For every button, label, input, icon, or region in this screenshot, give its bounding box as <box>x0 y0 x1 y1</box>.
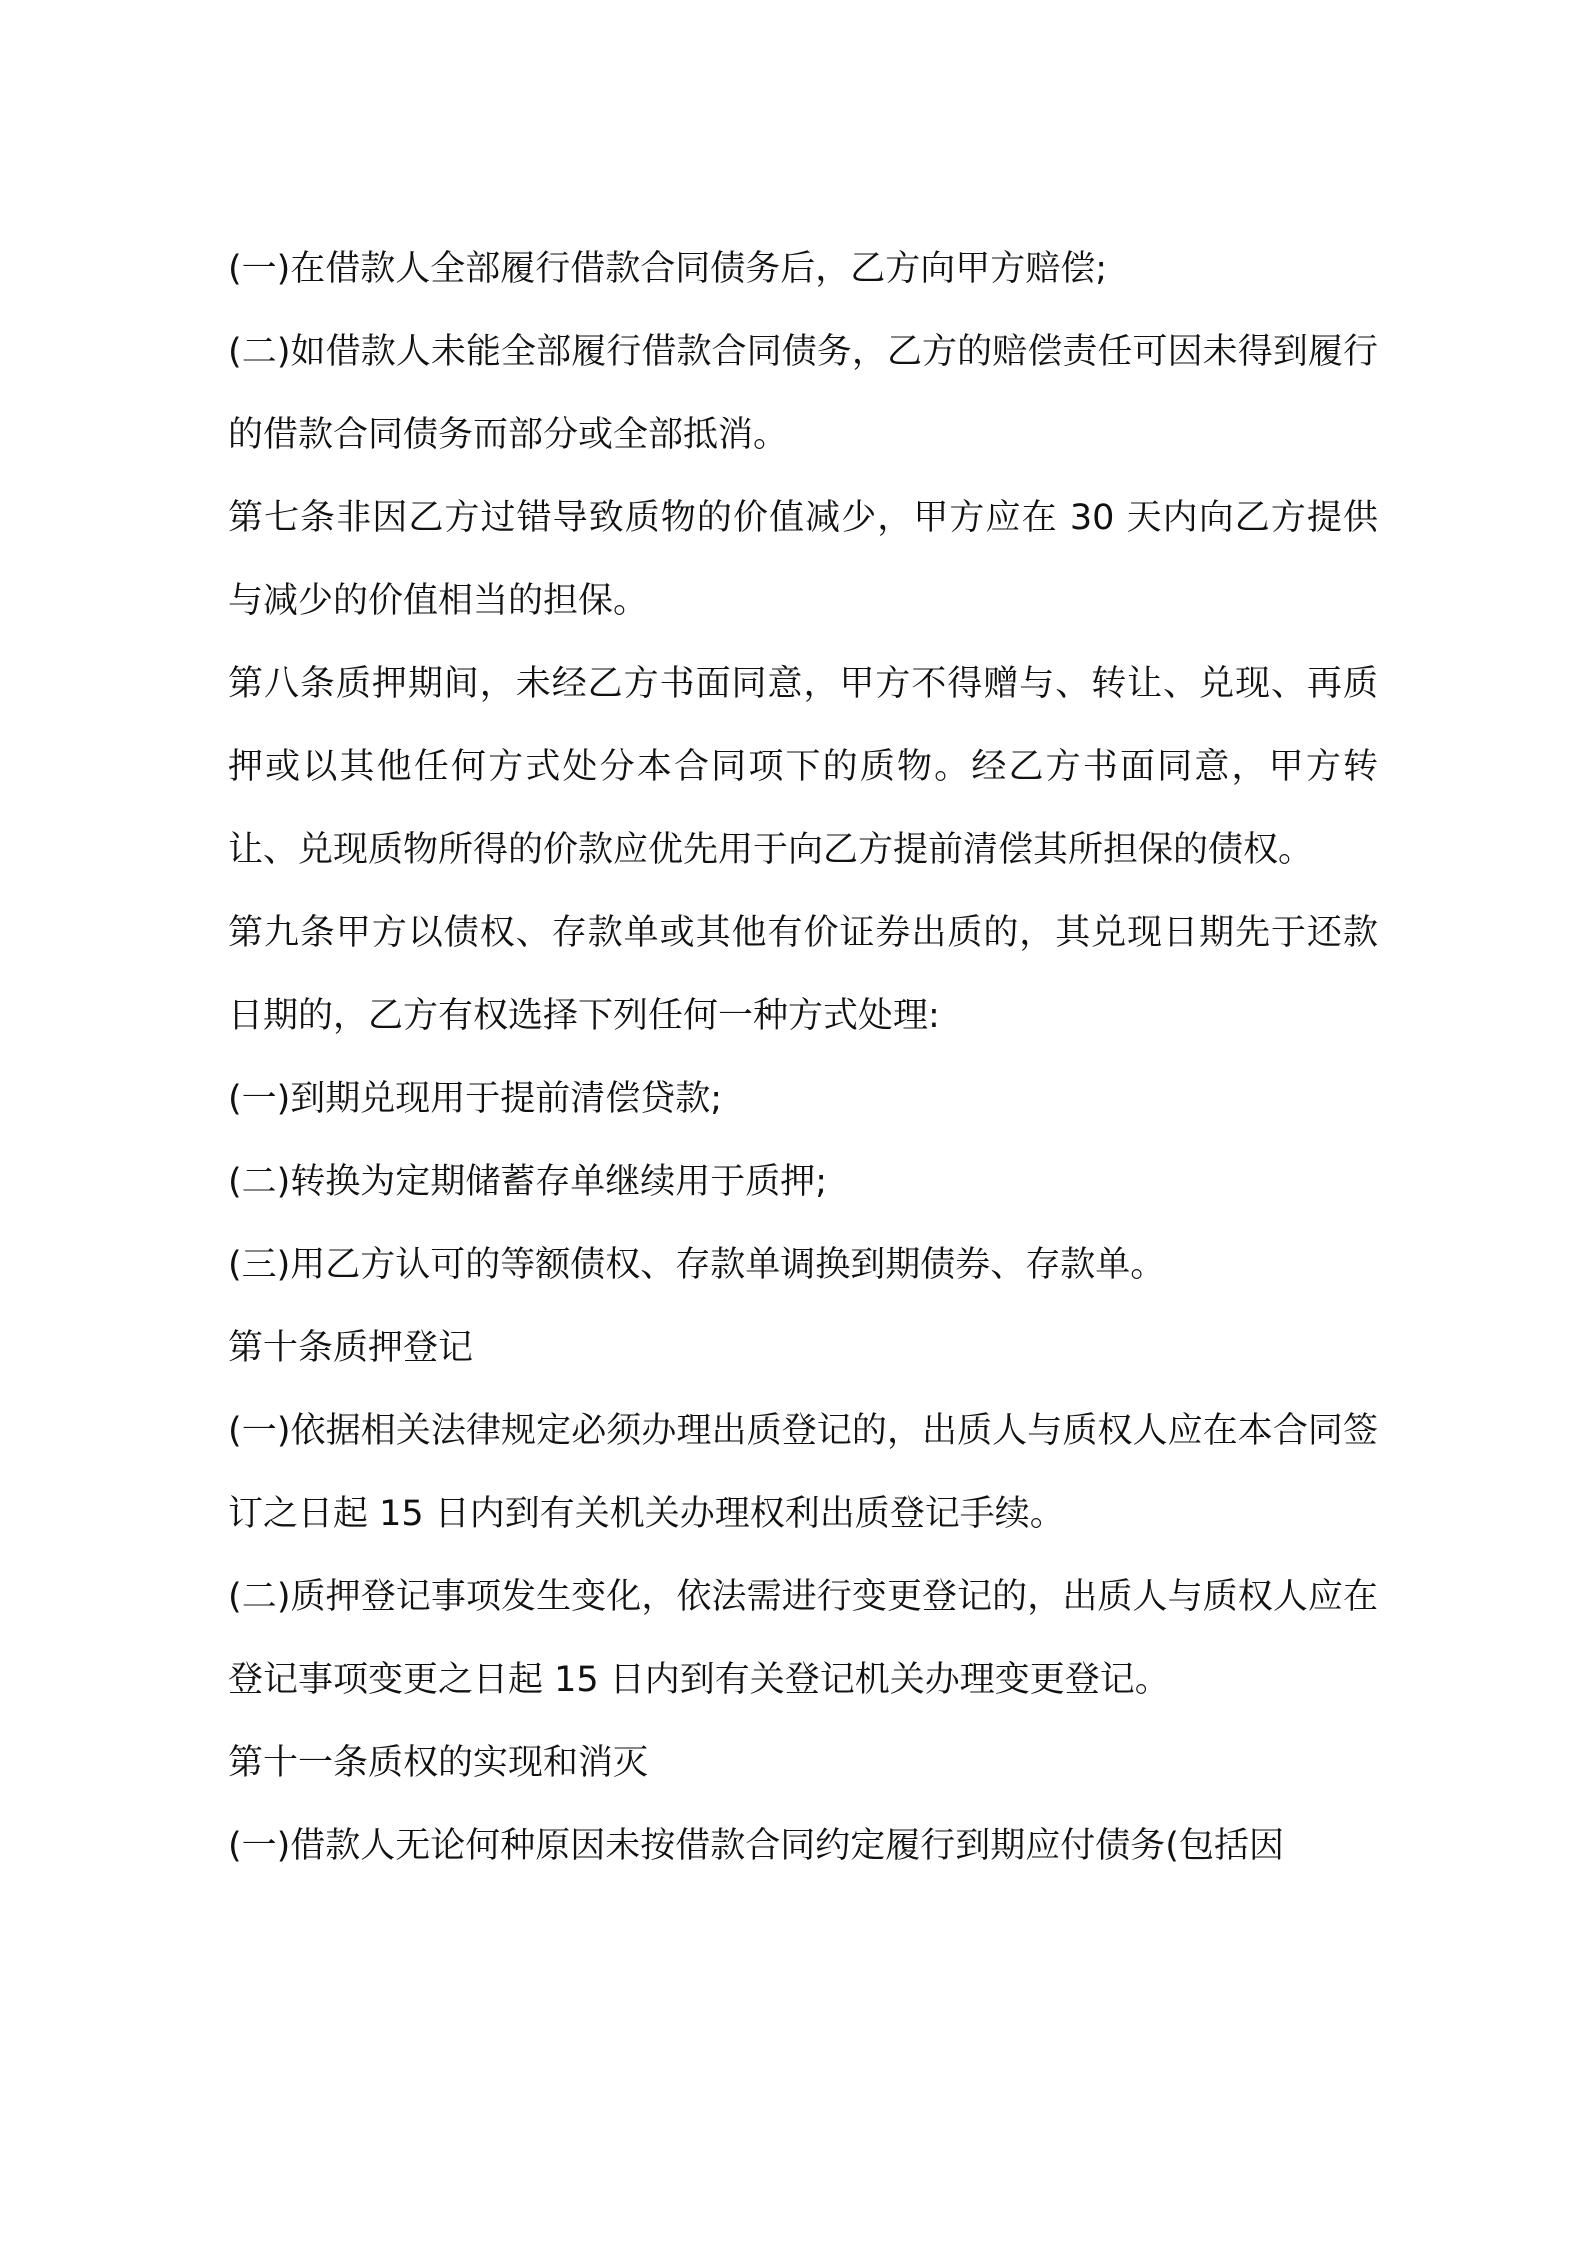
paragraph-7: (二)转换为定期储蓄存单继续用于质押; <box>228 1162 828 1202</box>
paragraph-9: 第十条质押登记 <box>228 1328 474 1368</box>
paragraph-13: (一)借款人无论何种原因未按借款合同约定履行到期应付债务(包括因 <box>228 1826 1284 1866</box>
paragraph-12: 第十一条质权的实现和消灭 <box>228 1743 649 1783</box>
paragraph-8: (三)用乙方认可的等额债权、存款单调换到期债券、存款单。 <box>228 1245 1166 1285</box>
paragraph-6: (一)到期兑现用于提前清偿贷款; <box>228 1079 723 1119</box>
document-body <box>228 228 1378 1888</box>
paragraph-3: 第七条非因乙方过错导致质物的价值减少，甲方应在 30 天内向乙方提供与减少的价值相当的担保。 <box>228 498 1378 621</box>
paragraph-10: (一)依据相关法律规定必须办理出质登记的，出质人与质权人应在本合同签订之日起 15 日内到有关机关办理权利出质登记手续。 <box>228 1411 1378 1534</box>
paragraph-11: (二)质押登记事项发生变化，依法需进行变更登记的，出质人与质权人应在登记事项变更之日起 15 日内到有关登记机关办理变更登记。 <box>228 1577 1378 1700</box>
paragraph-5: 第九条甲方以债权、存款单或其他有价证券出质的，其兑现日期先于还款日期的，乙方有权选择下列任何一种方式处理: <box>228 913 1378 1036</box>
paragraph-4: 第八条质押期间，未经乙方书面同意，甲方不得赠与、转让、兑现、再质押或以其他任何方式处分本合同项下的质物。经乙方书面同意，甲方转让、兑现质物所得的价款应优先用于向乙方提前清偿其所担保的债权。 <box>228 664 1378 870</box>
paragraph-2: (二)如借款人未能全部履行借款合同债务，乙方的赔偿责任可因未得到履行的借款合同债务而部分或全部抵消。 <box>228 332 1378 455</box>
paragraph-1: (一)在借款人全部履行借款合同债务后，乙方向甲方赔偿; <box>228 249 1108 289</box>
